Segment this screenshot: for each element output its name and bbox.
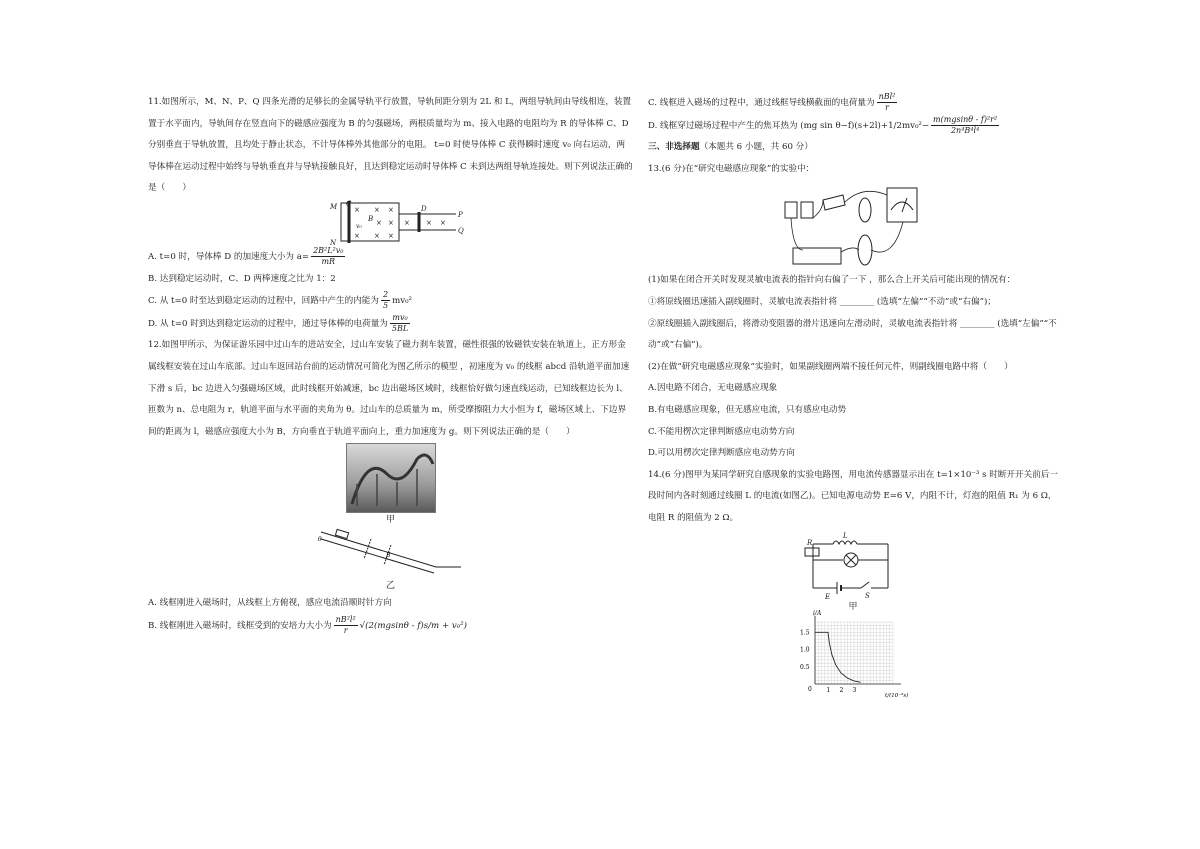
q11-rail-figure [316, 200, 466, 246]
svg-text:θ: θ [317, 536, 322, 544]
q14-stem: 14.(6 分)图甲为某同学研究自感现象的实验电路图，用电流传感器显示出在 t=1×10⁻³ s 时断开开关前后一段时间内各时刻通过线圈 L 的电流(如图乙)。已知电源电动势 E=6 V，内阻不计，灯泡的阻值 R₁ 为 6 Ω，电阻 R 的阻值为 2 Ω。 [648, 469, 1058, 523]
label-R: R [807, 538, 813, 547]
label-S: S [865, 591, 870, 600]
label-C: C [345, 199, 351, 208]
svg-text:×: × [387, 231, 394, 240]
q12-option-a: A. 线框刚进入磁场时，从线框上方俯视，感应电流沿顺时针方向 [148, 598, 392, 609]
q13-part1b: ②原线圈插入副线圈后，将滑动变阻器的滑片迅速向左滑动时，灵敏电流表指针将 ________ (选填“左偏”“不动”或“右偏”)。 [648, 318, 1057, 351]
x-tick-label: 2 [839, 686, 844, 694]
q12-stem: 12.如图甲所示，为保证游乐园中过山车的进站安全，过山车安装了磁力刹车装置，磁性很强的钕磁铁安装在轨道上，正方形金属线框安装在过山车底部。过山车返回站台前的运动情况可简化为图乙所示的模型 ，初速度为 v₀ 的线框 abcd 沿轨道平面加速下滑 s 后，bc 边进入匀强磁场区域，此时线框开始减速，bc 边出磁场区域时，线框恰好做匀速直线运动，已知线框边长为 l、匝数为 n、总电阻为 r，轨道平面与水平面的夹角为 θ。过山车的总质量为 m，所受摩擦阻力大小恒为 f，磁场区域上、下边界间的距离为 l，磁感应强度大小为 B，方向垂直于轨道平面向上，重力加速度为 g。则下列说法正确的是（ ） [148, 340, 630, 437]
q13-option-c: C.不能用楞次定律判断感应电动势方向 [648, 426, 795, 437]
q13-option-a: A.因电路不闭合，无电磁感应现象 [648, 383, 778, 394]
q13-part1: (1)如果在闭合开关时发现灵敏电流表的指针向右偏了一下 ，那么合上开关后可能出现的情况有： [648, 275, 1016, 286]
left-column [148, 92, 633, 638]
x-tick-label: 3 [852, 686, 857, 694]
label-M: M [329, 202, 337, 211]
svg-text:×: × [439, 218, 446, 227]
label-D: D [420, 204, 427, 213]
svg-text:×: × [373, 205, 380, 214]
q13-option-d: D.可以用楞次定律判断感应电动势方向 [648, 448, 795, 459]
svg-text:×: × [373, 231, 380, 240]
y-axis-label: i/A [813, 609, 822, 617]
label-L: L [843, 531, 848, 540]
svg-text:B: B [385, 552, 390, 560]
q11-option-a: A. t=0 时，导体棒 D 的加速度大小为 a= $\frac{\text{2B²L²v₀}}{mR}$ [148, 245, 344, 266]
q12-option-c: C. 线框进入磁场的过程中，通过线框导线横截面的电荷量为 $\frac{\text{nBl²}}{r}$ [648, 92, 896, 112]
y-tick-label: 1.0 [800, 646, 810, 654]
current-time-chart [793, 609, 913, 700]
q11-option-b: B. 达到稳定运动时，C、D 两棒速度之比为 1：2 [148, 273, 336, 284]
right-column [648, 92, 1058, 700]
origin-label: 0 [808, 685, 812, 693]
q13-option-b: B.有电磁感应现象，但无感应电流，只有感应电动势 [648, 404, 847, 415]
q13-stem: 13.(6 分)在“研究电磁感应现象”的实验中： [648, 163, 815, 174]
y-tick-label: 1.5 [800, 628, 810, 636]
figure-caption-jia: 甲 [385, 515, 395, 526]
induction-apparatus-figure [783, 180, 923, 270]
svg-text:×: × [353, 231, 360, 240]
q11-option-c: C. 从 t=0 时至达到稳定运动的过程中，回路中产生的内能为 $\frac{2}{5}$ mv₀² [148, 290, 412, 311]
figure-caption-yi: 乙 [385, 581, 395, 592]
svg-text:×: × [425, 218, 432, 227]
q11-option-d: D. 从 t=0 时到达到稳定运动的过程中，通过导体棒的电荷量为 $\frac{\text{mv₀}}{5BL}$ [148, 312, 409, 333]
rollercoaster-photo [346, 443, 436, 513]
label-N: N [329, 238, 336, 247]
section-heading: 三、非选择题（本题共 6 小题，共 60 分） [648, 142, 813, 153]
svg-text:×: × [387, 218, 394, 227]
label-E: E [825, 592, 831, 601]
self-induction-circuit [803, 530, 903, 600]
q11-stem: 11.如图所示，M、N、P、Q 四条光滑的足够长的金属导轨平行放置，导轨间距分别为 2L 和 L，两组导轨间由导线相连，装置置于水平面内，导轨间存在竖直向下的磁感应强度为 B 的匀强磁场，两根质量均为 m、接入电路的电阻均为 R 的导体棒 C、D 分别垂直于导轨放置，且均处于静止状态，不计导体棒外其他部分的电阻。 t=0 时使导体棒 C 获得瞬时速度 v₀ 向右运动，两导体棒在运动过程中始终与导轨垂直并与导轨接触良好，且达到稳定运动时导体棒 C 未到达两组导轨连接处。则下列说法正确的是（ ） [148, 97, 633, 194]
svg-text:×: × [403, 218, 410, 227]
q13-part1a: ①将原线圈迅速插入副线圈时，灵敏电流表指针将 ________ (选填“左偏”“不动”或“右偏”)； [648, 296, 996, 307]
q12-option-b: B. 线框刚进入磁场时，线框受到的安培力大小为 $\frac{\text{nB²l²}}{r}$ √(2(mgsinθ - f)s/m + v₀²) [148, 614, 467, 635]
svg-text:×: × [387, 205, 394, 214]
label-v0: v₀ [355, 222, 362, 230]
label-P: P [457, 210, 463, 219]
svg-text:×: × [353, 205, 360, 214]
x-axis-label: t/(10⁻³s) [885, 692, 909, 699]
svg-text:×: × [375, 218, 382, 227]
q13-part2: (2)在做“研究电磁感应现象”实验时，如果副线圈两端不接任何元件，则副线圈电路中将（ ） [648, 361, 1013, 372]
q14-figure-caption: 甲 [848, 601, 858, 612]
label-B: B [367, 214, 373, 223]
y-tick-label: 0.5 [800, 663, 810, 671]
label-Q: Q [457, 226, 464, 235]
x-tick-label: 1 [826, 686, 831, 694]
q12-option-d: D. 线框穿过磁场过程中产生的焦耳热为 (mg sin θ−f)(s+2l)+1/2mv₀²− $\frac{\text{m(mgsinθ - f)²r²}}{\text{2n⁴B⁴l⁴}}$ [648, 114, 998, 135]
incline-model-figure [316, 527, 466, 579]
